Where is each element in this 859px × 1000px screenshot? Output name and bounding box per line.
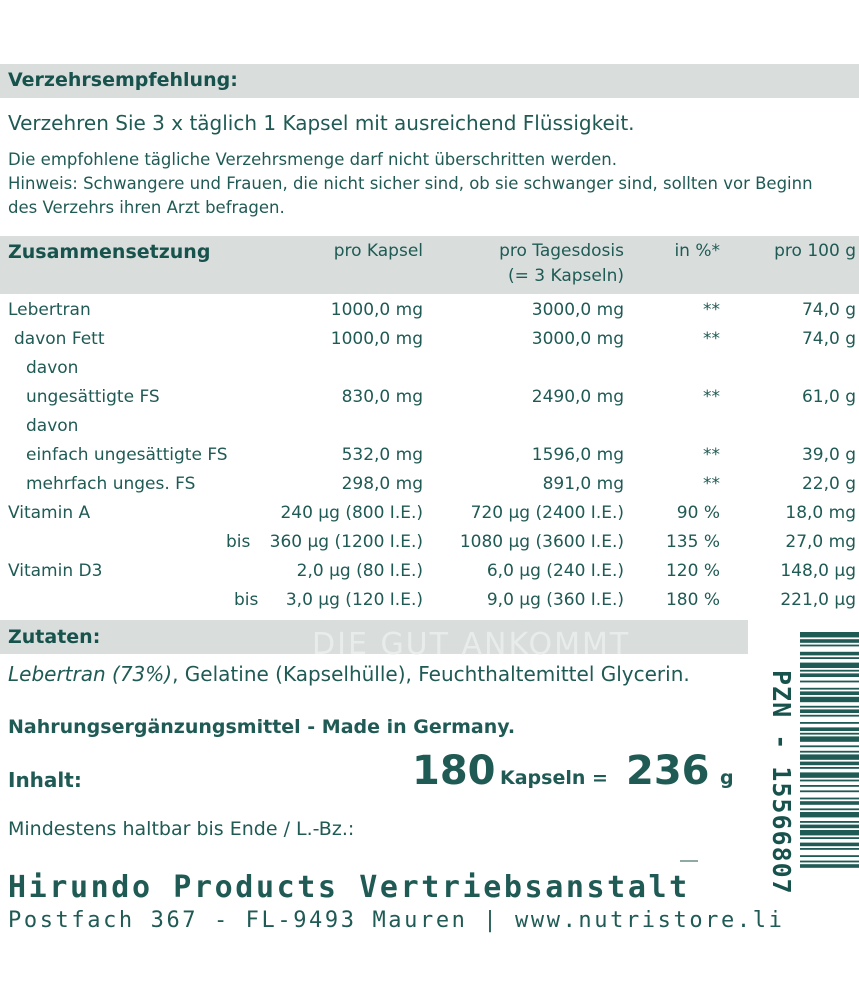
row-label: einfach ungesättigte FS xyxy=(26,445,228,465)
barcode-bar xyxy=(800,645,859,647)
composition-heading: Zusammensetzung xyxy=(8,241,211,263)
row-capsule: 298,0 mg xyxy=(341,474,423,494)
barcode-bar xyxy=(800,812,859,817)
barcode-bar xyxy=(800,663,859,668)
col-header-daily-sub: (= 3 Kapseln) xyxy=(507,266,624,286)
row-per100: 221,0 µg xyxy=(780,590,856,610)
row-label: bis xyxy=(226,532,251,552)
barcode-bar xyxy=(800,767,859,769)
row-daily: 1080 µg (3600 I.E.) xyxy=(459,532,624,552)
barcode-bar xyxy=(800,706,859,708)
barcode-bar xyxy=(800,673,859,677)
content-count: 180 xyxy=(412,748,496,794)
row-per100: 148,0 µg xyxy=(780,561,856,581)
barcode-bar xyxy=(800,861,859,863)
barcode-bar xyxy=(800,722,859,724)
small-dash xyxy=(680,860,698,862)
row-per100: 39,0 g xyxy=(801,445,856,465)
row-daily: 9,0 µg (360 I.E.) xyxy=(486,590,624,610)
col-header-per100: pro 100 g xyxy=(774,241,856,261)
row-percent: ** xyxy=(703,445,720,465)
barcode-bar xyxy=(800,736,859,741)
row-daily: 3000,0 mg xyxy=(531,300,624,320)
pzn-text: PZN - 15566807 xyxy=(767,670,796,895)
consumption-warning-line1: Die empfohlene tägliche Verzehrsmenge darf nicht überschritten werden. xyxy=(8,150,617,169)
barcode-bar xyxy=(800,780,859,782)
row-per100: 22,0 g xyxy=(801,474,856,494)
barcode-bar xyxy=(800,843,859,847)
barcode-bar xyxy=(800,697,859,702)
barcode-bar xyxy=(800,670,859,672)
barcode-bar xyxy=(800,691,859,695)
row-percent: 120 % xyxy=(665,561,720,581)
ingredients-heading: Zutaten: xyxy=(8,626,101,648)
ingredients-rest: , Gelatine (Kapselhülle), Feuchthaltemittel Glycerin. xyxy=(172,662,690,686)
consumption-instruction: Verzehren Sie 3 x täglich 1 Kapsel mit ausreichend Flüssigkeit. xyxy=(8,111,635,135)
row-percent: 135 % xyxy=(665,532,720,552)
watermark-text: DIE GUT ANKOMMT xyxy=(312,627,631,662)
row-daily: 6,0 µg (240 I.E.) xyxy=(486,561,624,581)
best-before: Mindestens haltbar bis Ende / L.-Bz.: xyxy=(8,818,355,840)
col-header-percent: in %* xyxy=(674,241,720,261)
barcode-bar xyxy=(800,855,859,857)
row-label: bis xyxy=(234,590,259,610)
row-label: Vitamin D3 xyxy=(8,561,103,581)
barcode-bar xyxy=(800,751,859,753)
row-label: davon xyxy=(26,416,79,436)
barcode-bar xyxy=(800,825,859,829)
barcode-bar xyxy=(800,772,859,777)
consumption-warning-line2: Hinweis: Schwangere und Frauen, die nicht sicher sind, ob sie schwanger sind, sollten vor Beginn xyxy=(8,174,813,193)
col-header-daily: pro Tagesdosis xyxy=(499,241,624,261)
content-weight: 236 xyxy=(626,748,710,794)
row-percent: 180 % xyxy=(665,590,720,610)
row-daily: 2490,0 mg xyxy=(531,387,624,407)
barcode-bar xyxy=(800,715,859,717)
consumption-heading: Verzehrsempfehlung: xyxy=(8,69,238,91)
row-label: ungesättigte FS xyxy=(26,387,160,407)
barcode-bar xyxy=(800,652,859,656)
company-address: Postfach 367 - FL-9493 Mauren | www.nutristore.li xyxy=(8,908,785,933)
barcode-bar xyxy=(800,848,859,850)
barcode-bar xyxy=(800,709,859,713)
barcode-bar xyxy=(800,837,859,839)
row-capsule: 2,0 µg (80 I.E.) xyxy=(296,561,423,581)
barcode-bar xyxy=(800,688,859,690)
row-per100: 61,0 g xyxy=(801,387,856,407)
row-label: mehrfach unges. FS xyxy=(26,474,196,494)
row-per100: 74,0 g xyxy=(801,300,856,320)
row-percent: ** xyxy=(703,474,720,494)
barcode-bar xyxy=(800,632,859,637)
barcode-bar xyxy=(800,864,859,868)
ingredients-italic: Lebertran (73%) xyxy=(8,662,173,686)
row-percent: ** xyxy=(703,329,720,349)
row-label: Lebertran xyxy=(8,300,91,320)
barcode-bar xyxy=(800,762,859,766)
barcode-bar xyxy=(800,790,859,792)
row-capsule: 1000,0 mg xyxy=(330,300,423,320)
row-per100: 74,0 g xyxy=(801,329,856,349)
row-label: davon xyxy=(26,358,79,378)
row-label: Vitamin A xyxy=(8,503,91,523)
row-daily: 891,0 mg xyxy=(542,474,624,494)
row-daily: 720 µg (2400 I.E.) xyxy=(470,503,624,523)
barcode-bar xyxy=(800,681,859,683)
barcode-bar xyxy=(800,754,859,759)
barcode-bar xyxy=(800,733,859,735)
consumption-warning-line3: des Verzehrs ihren Arzt befragen. xyxy=(8,198,285,217)
row-capsule: 830,0 mg xyxy=(341,387,423,407)
row-per100: 27,0 mg xyxy=(785,532,856,552)
row-capsule: 1000,0 mg xyxy=(330,329,423,349)
row-capsule: 3,0 µg (120 I.E.) xyxy=(285,590,423,610)
row-percent: 90 % xyxy=(676,503,720,523)
barcode-bar xyxy=(800,657,859,659)
barcode-bar xyxy=(800,785,859,787)
row-capsule: 360 µg (1200 I.E.) xyxy=(269,532,423,552)
barcode-bar xyxy=(800,821,859,823)
content-label: Inhalt: xyxy=(8,768,82,792)
row-percent: ** xyxy=(703,300,720,320)
barcode-bar xyxy=(800,745,859,747)
barcode-bar xyxy=(800,639,859,643)
col-header-capsule: pro Kapsel xyxy=(333,241,423,261)
barcode-bar xyxy=(800,801,859,805)
barcode-bar xyxy=(800,808,859,810)
barcode-bar xyxy=(800,830,859,835)
row-label: davon Fett xyxy=(14,329,105,349)
content-unit: Kapseln = xyxy=(500,767,608,789)
row-capsule: 532,0 mg xyxy=(341,445,423,465)
pzn-code xyxy=(768,670,798,900)
company-name: Hirundo Products Vertriebsanstalt xyxy=(8,870,690,905)
barcode-bar xyxy=(800,727,859,731)
row-daily: 1596,0 mg xyxy=(531,445,624,465)
row-per100: 18,0 mg xyxy=(785,503,856,523)
barcode-bar xyxy=(800,798,859,800)
barcode xyxy=(800,632,859,932)
row-daily: 3000,0 mg xyxy=(531,329,624,349)
row-capsule: 240 µg (800 I.E.) xyxy=(280,503,423,523)
row-percent: ** xyxy=(703,387,720,407)
content-weight-unit: g xyxy=(720,767,734,789)
ingredients-text xyxy=(8,662,690,686)
supplement-line: Nahrungsergänzungsmittel - Made in Germany. xyxy=(8,716,516,738)
